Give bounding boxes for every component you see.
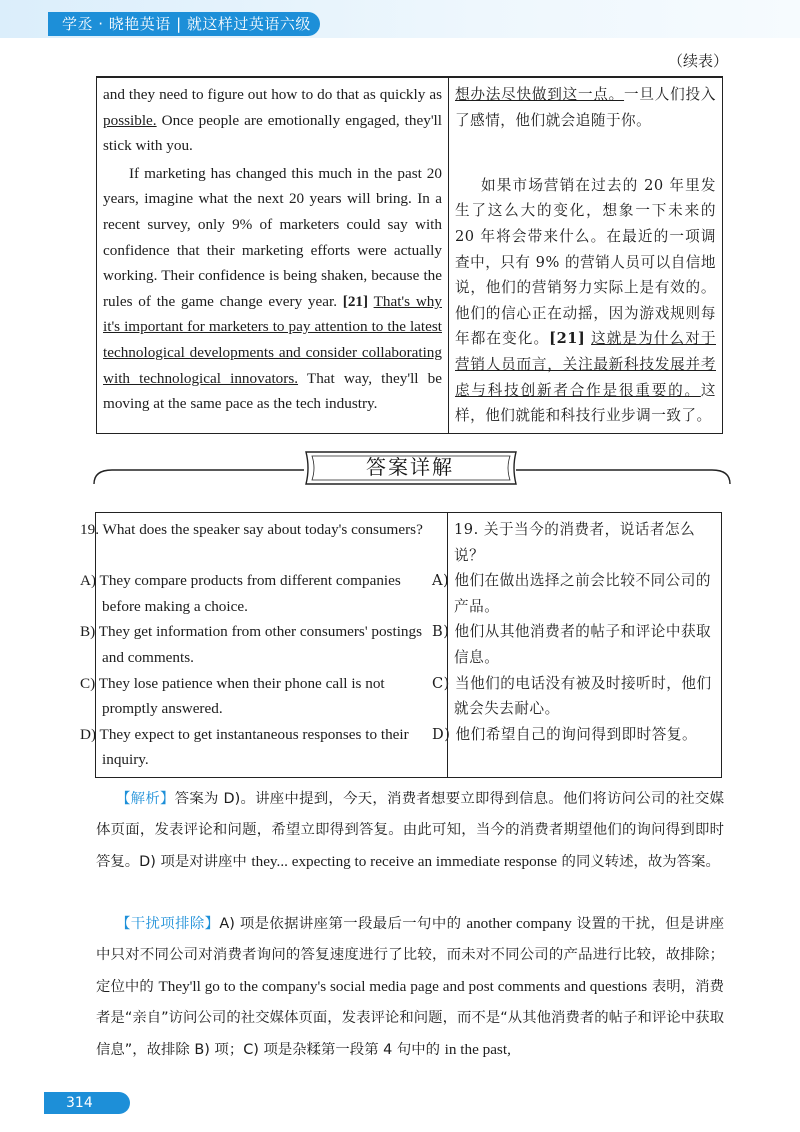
passage-en-cell: and they need to figure out how to do that as quickly as possible. Once people are emotionally engaged, they'll stick with you. [103, 86, 442, 155]
table-row [96, 722, 722, 778]
table-row [96, 619, 722, 670]
option-zh: C) 当他们的电话没有被及时接听时，他们就会失去耐心。 [448, 671, 722, 722]
analysis-paragraph: 【解析】答案为 D)。讲座中提到，今天，消费者想要立即得到信息。他们将访问公司的社交媒体页面，发表评论和问题，希望立即得到答复。由此可知，当今的消费者期望他们的询问得到即时答复。D) 项是对讲座中 they... expecting to receive an immediate response 的同义转述，故为答案。 [96, 791, 724, 870]
underlined-text: possible. [103, 111, 157, 129]
distractor-tag: 【干扰项排除】 [116, 916, 220, 932]
underlined-text: That's why it's important for marketers to pay attention to the latest technological developments and consider collaborating with technological innovators. [103, 292, 442, 387]
analysis-tag: 【解析】 [116, 791, 175, 807]
table-row [96, 568, 722, 619]
page-number: 314 [44, 1092, 130, 1114]
table-row [97, 161, 723, 433]
passage-en-cell: If marketing has changed this much in the past 20 years, imagine what the next 20 years will bring. In a recent survey, only 9% of marketers could say with confidence that their marketing efforts were actually working. Their confidence is being shaken, because the rules of the game change every year. [21] That's why it's important for marketers to pay attention to the latest technological developments and consider collaborating with technological innovators. That way, they'll be moving at the same pace as the tech industry. [103, 164, 442, 413]
option-en: C) They lose patience when their phone call is not promptly answered. [80, 674, 385, 718]
option-en: D) They expect to get instantaneous responses to their inquiry. [80, 725, 409, 769]
option-en: B) They get information from other consumers' postings and comments. [80, 623, 423, 666]
option-zh: B) 他们从其他消费者的帖子和评论中获取信息。 [448, 619, 722, 670]
book-title: 学丞 · 晓艳英语 | 就这样过英语六级 [48, 12, 320, 36]
table-row [96, 513, 722, 569]
section-title: 答案详解 [366, 455, 454, 479]
distractor-paragraph: 【干扰项排除】A) 项是依据讲座第一段最后一句中的 another company 设置的干扰，但是讲座中只对不同公司对消费者询问的答复速度进行了比较，而未对不同公司的产品进行比较，故排除；定位中的 They'll go to the company's social media page and post comments and questions 表明，消费者是“亲自”访问公司的社交媒体页面，发表评论和问题，而不是“从其他消费者的帖子和评论中获取信息”，故排除 B) 项；C) 项是杂糅第一段第 4 句中的 in the past, [96, 915, 725, 1058]
continued-label: （续表） [667, 52, 728, 70]
passage-table [96, 76, 723, 434]
question-marker: [21] [342, 292, 369, 310]
option-zh: D) 他们希望自己的询问得到即时答复。 [448, 722, 722, 778]
passage-zh-cell: 想办法尽快做到这一点。一旦人们投入了感情，他们就会追随于你。 [449, 77, 723, 161]
question-en: 19. What does the speaker say about today's consumers? [80, 521, 423, 538]
underlined-text: 想办法尽快做到这一点。 [455, 86, 625, 103]
table-row [96, 671, 722, 722]
question-marker: [21] [549, 330, 586, 348]
question-zh: 19. 关于当今的消费者，说话者怎么说？ [448, 513, 722, 569]
passage-zh-cell: 如果市场营销在过去的 20 年里发生了这么大的变化，想象一下未来的 20 年将会带来什么。在最近的一项调查中，只有 9% 的营销人员可以自信地说，他们的营销努力实际上是有效的。他们的信心正在动摇，因为游戏规则每年都在变化。[21] 这就是为什么对于营销人员而言，关注最新科技发展并考虑与科技创新者合作是很重要的。这样，他们就能和科技行业步调一致了。 [449, 161, 723, 433]
option-zh: A) 他们在做出选择之前会比较不同公司的产品。 [448, 568, 722, 619]
question-table [80, 512, 722, 778]
table-row [97, 77, 723, 161]
option-en: A) They compare products from different companies before making a choice. [80, 572, 401, 615]
underlined-text: 这就是为什么对于营销人员而言，关注最新科技发展并考虑与科技创新者合作是很重要的。 [455, 330, 716, 399]
